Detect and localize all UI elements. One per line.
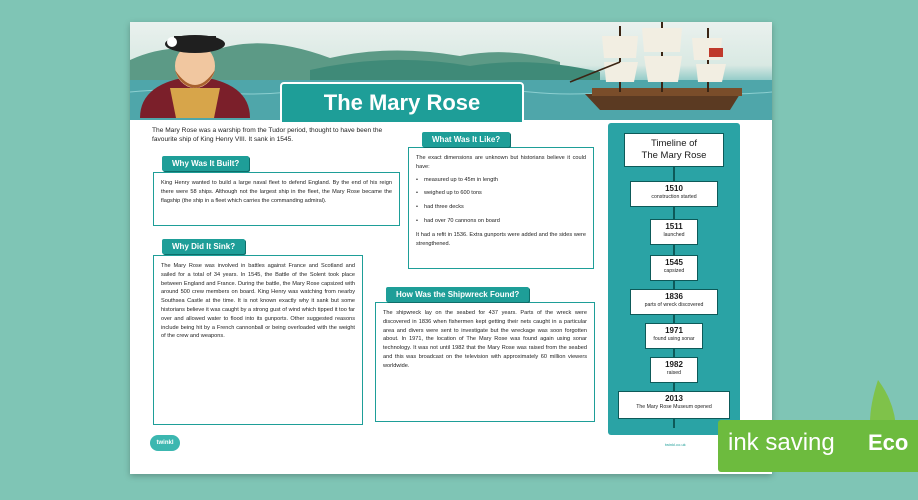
shipwreck-text: The shipwreck lay on the seabed for 437 years. Parts of the wreck were discovered in 1836 when fishermen kept getting their nets caught in a particular area and divers were sent to investigate but the wreckage was soon forgotten about. In 1971, the location of The Mary Rose was found again using sonar technology. It was not until 1982 that the Mary Rose was raised from the seabed and this was broadcast on the television with approximately 60 million viewers worldwide.: [383, 310, 587, 369]
ship-icon: [570, 22, 742, 110]
list-item: • measured up to 45m in length: [424, 176, 586, 185]
ink-saving-label[interactable]: ink saving: [728, 429, 835, 456]
resource-sheet: [130, 22, 772, 474]
twinkl-logo: twinkl: [150, 435, 180, 451]
timeline-title-line2: The Mary Rose: [641, 150, 707, 161]
event-year: 1545: [665, 258, 683, 267]
timeline-panel: [608, 123, 740, 435]
event-year: 1511: [665, 222, 683, 231]
what-like-intro: The exact dimensions are unknown but historians believe it could have:: [416, 155, 586, 170]
page-title: The Mary Rose: [280, 82, 524, 124]
eco-label[interactable]: Eco: [868, 430, 909, 455]
shipwreck-heading: How Was the Shipwreck Found?: [386, 287, 529, 302]
timeline-event: [630, 181, 718, 207]
dimensions-list: [416, 176, 586, 226]
why-sink-heading: Why Did It Sink?: [162, 239, 245, 254]
timeline-title: [624, 133, 724, 167]
event-year: 2013: [665, 394, 683, 403]
timeline-title-line1: Timeline of: [650, 138, 698, 149]
intro-text: The Mary Rose was a warship from the Tudor period, thought to have been the favourite ship of King Henry VIII. It sank in 1545.: [152, 127, 383, 143]
list-item: • weighed up to 600 tons: [424, 189, 586, 198]
timeline-event: [650, 255, 698, 281]
event-desc: parts of wreck discovered: [644, 302, 704, 308]
event-year: 1971: [665, 326, 683, 335]
king-henry-portrait: [130, 22, 260, 118]
timeline-event: [650, 357, 698, 383]
why-sink-box: [153, 255, 363, 425]
event-desc: raised: [666, 370, 682, 376]
shipwreck-box: [375, 302, 595, 422]
why-built-text: King Henry wanted to build a large naval fleet to defend England. By the end of his reign there were 58 ships. Although not the largest ship in the fleet, the Mary Rose became the flagship (the ship in a fleet which carries the commanding admiral).: [161, 180, 392, 204]
why-built-box: [153, 172, 400, 226]
timeline-event: [645, 323, 703, 349]
event-desc: The Mary Rose Museum opened: [636, 404, 712, 410]
event-year: 1510: [665, 184, 683, 193]
timeline-event: [650, 219, 698, 245]
event-desc: found using sonar: [653, 336, 695, 342]
what-like-heading: What Was It Like?: [422, 132, 510, 147]
event-desc: construction started: [651, 194, 697, 200]
event-year: 1982: [665, 360, 683, 369]
what-like-box: [408, 147, 594, 269]
timeline-event: [630, 289, 718, 315]
why-sink-text: The Mary Rose was involved in battles against France and Scotland and sailed for a total of 34 years. In 1545, the Battle of the Solent took place between England and France. During the battle, the Mary Rose capsized with around 500 crew members on board. King Henry was watching from nearby Southsea Castle at the time. It is not known exactly why it sank but some historians believe it was caught by a strong gust of wind which tipped it too far over and allowed water to flood into its gunports. Other suggested reasons include being hit by a French cannonball or being overloaded with the weight of the crew and weapons.: [161, 263, 355, 340]
list-item: • had over 70 cannons on board: [424, 217, 586, 226]
why-built-heading: Why Was It Built?: [162, 156, 249, 171]
list-item: • had three decks: [424, 203, 586, 212]
what-like-outro: It had a refit in 1536. Extra gunports were added and the sides were strengthened.: [416, 231, 586, 247]
event-year: 1836: [665, 292, 683, 301]
footer-url: twinkl.co.uk: [665, 442, 686, 447]
timeline-event: [618, 391, 730, 419]
event-desc: capsized: [663, 268, 685, 274]
event-desc: launched: [663, 232, 685, 238]
